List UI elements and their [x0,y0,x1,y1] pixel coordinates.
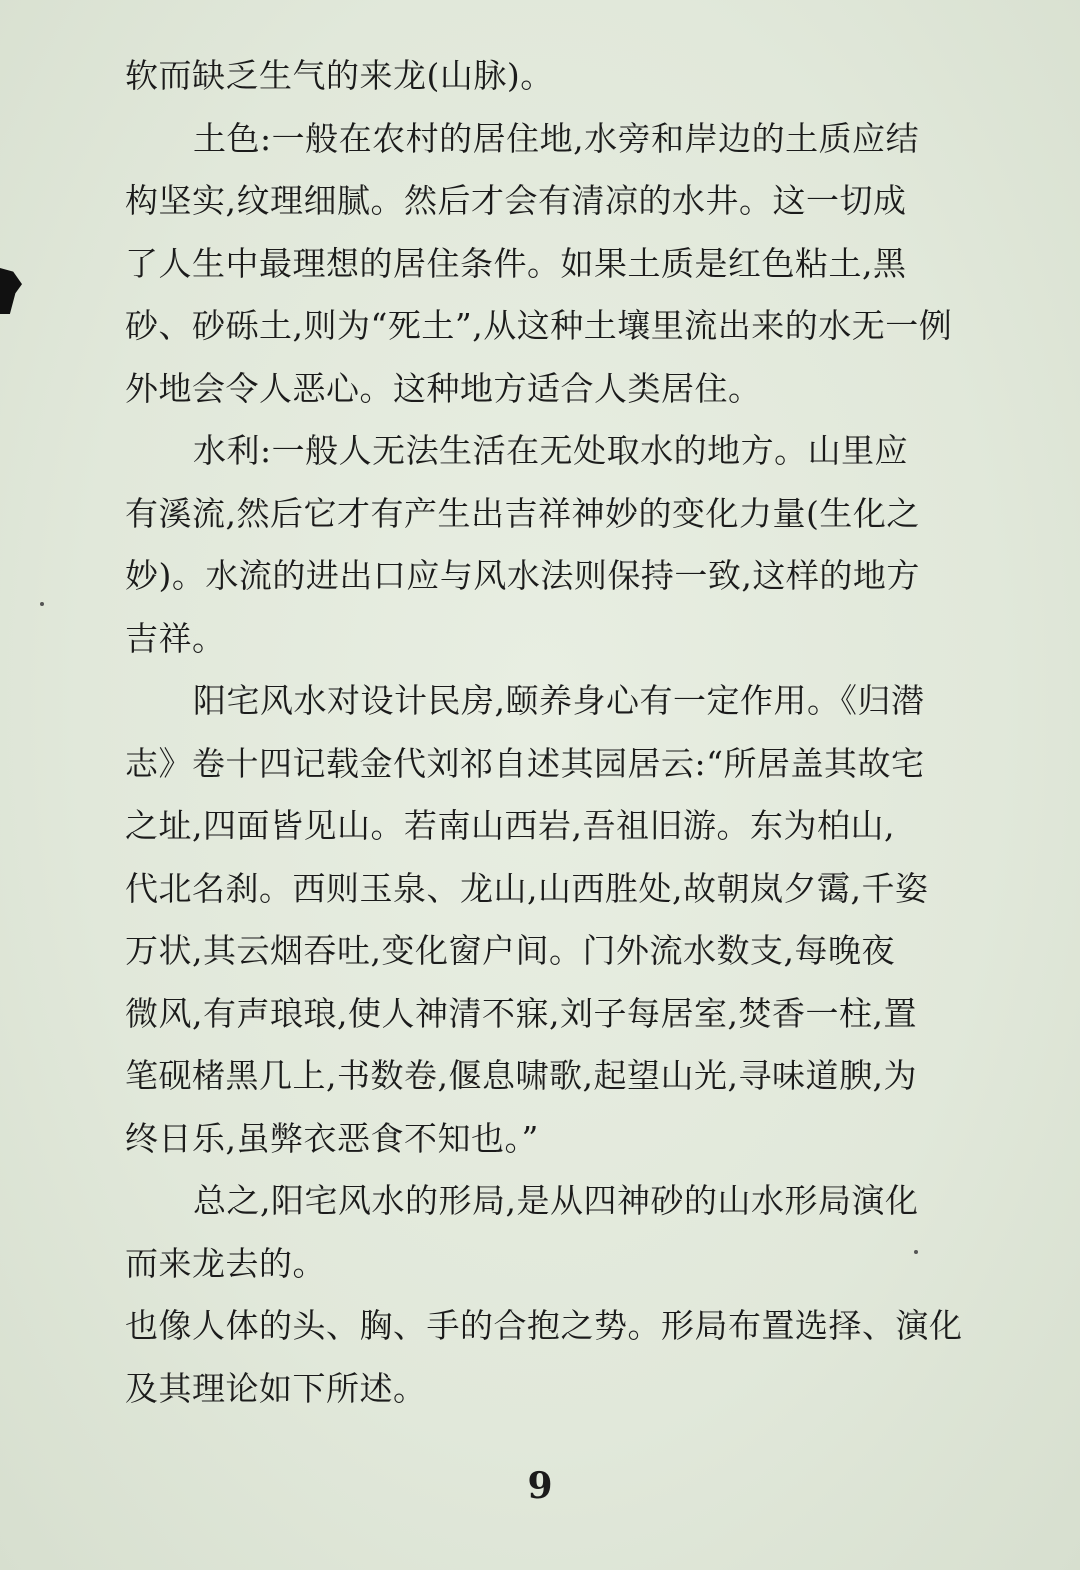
speck [40,602,44,606]
text-line: 阳宅风水对设计民房,颐养身心有一定作用。《归潜 [193,681,925,720]
text-line: 构坚实,纹理细腻。然后才会有清凉的水井。这一切成 [125,181,907,220]
text-line: 妙)。水流的进出口应与风水法则保持一致,这样的地方 [125,556,920,595]
text-line: 总之,阳宅风水的形局,是从四神砂的山水形局演化 [193,1181,919,1220]
page-number: 9 [527,1465,553,1507]
text-line: 笔砚楮黑几上,书数卷,偃息啸歌,起望山光,寻味道腴,为 [125,1056,917,1095]
text-line: 了人生中最理想的居住条件。如果土质是红色粘土,黑 [125,243,907,283]
text-line: 土色:一般在农村的居住地,水旁和岸边的土质应结 [193,118,920,158]
text-line: 及其理论如下所述。 [125,1368,427,1408]
text-line: 水利:一般人无法生活在无处取水的地方。山里应 [193,431,909,470]
text-line: 也像人体的头、胸、手的合抱之势。形局布置选择、演化 [125,1306,963,1345]
text-line: 砂、砂砾土,则为“死土”,从这种土壤里流出来的水无一例 [125,306,953,345]
text-line: 志》卷十四记载金代刘祁自述其园居云:“所居盖其故宅 [125,743,925,783]
text-line: 而来龙去的。 [125,1243,326,1283]
text-line: 外地会令人恶心。这种地方适合人类居住。 [125,368,762,408]
text-line: 之址,四面皆见山。若南山西岩,吾祖旧游。东为柏山, [125,806,895,845]
text-line: 软而缺乏生气的来龙(山脉)。 [125,56,554,95]
text-line: 万状,其云烟吞吐,变化窗户间。门外流水数支,每晚夜 [125,931,895,970]
text-line: 有溪流,然后它才有产生出吉祥神妙的变化力量(生化之 [125,493,920,533]
body-text [125,45,975,1420]
text-line: 微风,有声琅琅,使人神清不寐,刘子每居室,焚香一柱,置 [125,993,917,1033]
text-line: 代北名刹。西则玉泉、龙山,山西胜处,故朝岚夕霭,千姿 [125,868,929,908]
text-line: 吉祥。 [125,618,226,658]
page-edge-mark [0,268,22,314]
text-line: 终日乐,虽弊衣恶食不知也。” [125,1118,539,1158]
